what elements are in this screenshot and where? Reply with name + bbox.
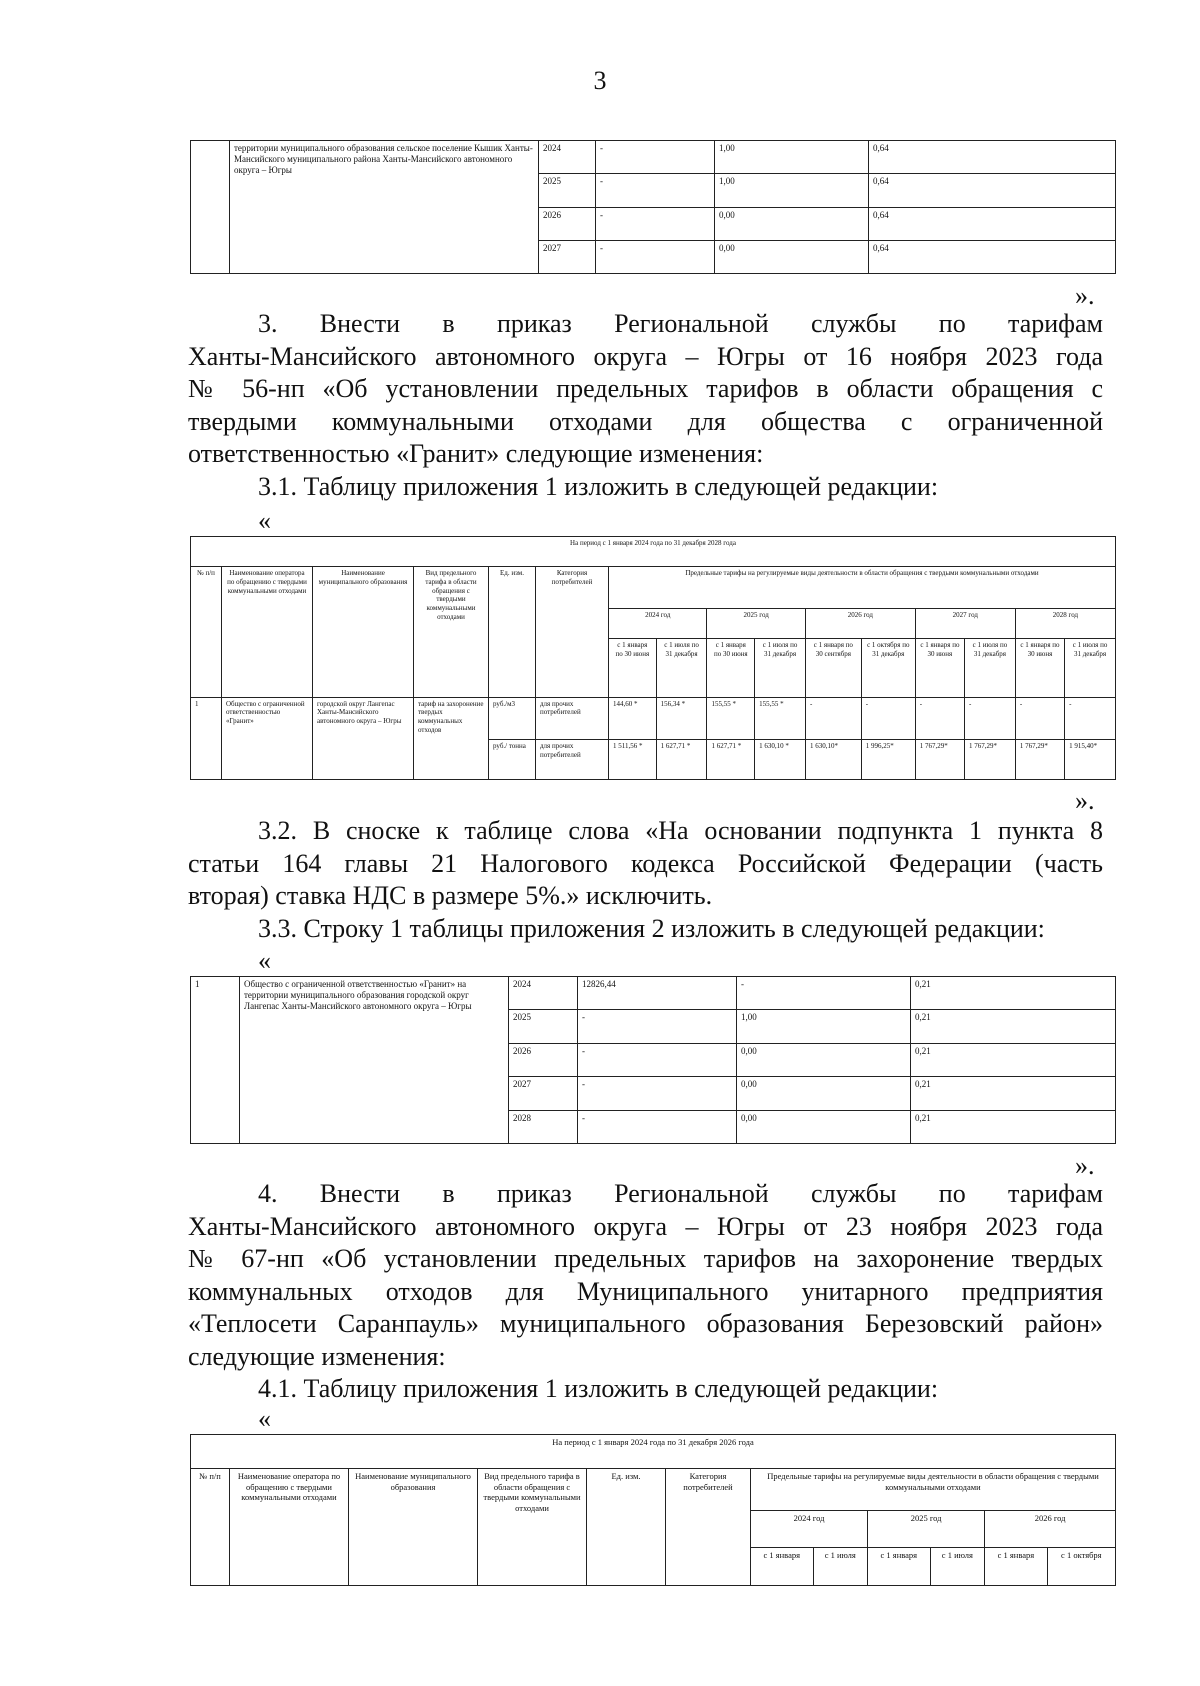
table-cell: 12826,44 (578, 977, 737, 1010)
period-header: с 1 января (868, 1547, 931, 1585)
table-cell: 0,64 (869, 174, 1116, 207)
row-municipality: городской округ Лангепас Ханты-Мансийского автономного округа – Югры (313, 697, 414, 779)
table-cell: - (578, 1110, 737, 1143)
table-d (190, 1434, 1116, 1586)
table-cell: 0,64 (869, 141, 1116, 174)
table-cell: 2027 (509, 1077, 578, 1110)
period-header: с 1 июля по 31 декабря (1065, 639, 1116, 697)
tariff-value: 1 630,10 * (755, 739, 806, 779)
table-cell: 2026 (509, 1043, 578, 1076)
header-tariff-type: Вид предельного тарифа в области обращения с твердыми коммунальными отходами (414, 567, 489, 698)
tariff-value: - (805, 697, 861, 739)
table-cell: - (596, 174, 715, 207)
table-cell: 1,00 (715, 174, 869, 207)
tariff-value: 1 915,40* (1065, 739, 1116, 779)
table-cell: 0,00 (737, 1043, 911, 1076)
table-b-period: На период с 1 января 2024 года по 31 декабря 2028 года (191, 537, 1116, 567)
item-4-paragraph (188, 1178, 1103, 1406)
header-municipality: Наименование муниципального образования (349, 1469, 478, 1586)
table-cell: 0,64 (869, 240, 1116, 273)
period-header: с 1 октября по 31 декабря (861, 639, 915, 697)
text-line: статьи 164 главы 21 Налогового кодекса Российской Федерации (часть (188, 848, 1103, 878)
tariff-value: 155,55 * (755, 697, 806, 739)
table-b (190, 536, 1116, 780)
tariff-value: 156,34 * (656, 697, 707, 739)
year-header: 2025 год (868, 1511, 985, 1547)
table-cell: 1,00 (715, 141, 869, 174)
text-line: Ханты-Мансийского автономного округа – Югры от 23 ноября 2023 года (188, 1211, 1103, 1241)
tariff-value: - (965, 697, 1016, 739)
row-category: для прочих потребителей (536, 697, 609, 739)
item-3-2-paragraph (188, 815, 1103, 945)
header-num: № п/п (191, 567, 222, 698)
header-tariff-type: Вид предельного тарифа в области обращения с твердыми коммунальными отходами (478, 1469, 587, 1586)
text-line: № 67-нп «Об установлении предельных тарифов на захоронение твердых (188, 1244, 1103, 1273)
tariff-value: - (1065, 697, 1116, 739)
header-unit: Ед. изм. (587, 1469, 666, 1586)
tariff-value: 1 511,56 * (609, 739, 657, 779)
table-cell: 0,00 (715, 240, 869, 273)
text-line: 3. Внести в приказ Региональной службы по тарифам (258, 309, 1103, 338)
table-cell: 0,21 (911, 1077, 1116, 1110)
year-header: 2025 год (707, 609, 805, 639)
tariff-value: - (861, 697, 915, 739)
tariff-value: - (915, 697, 964, 739)
row-unit: руб./м3 (489, 697, 536, 739)
text-line: твердыми коммунальными отходами для общества с ограниченной (188, 406, 1103, 436)
table-cell: - (596, 207, 715, 240)
table-cell: - (596, 141, 715, 174)
text-line: 4. Внести в приказ Региональной службы по тарифам (258, 1179, 1103, 1208)
text-line: вторая) ставка НДС в размере 5%.» исключить. (188, 881, 713, 910)
table-cell: 2027 (539, 240, 596, 273)
table-d-period: На период с 1 января 2024 года по 31 декабря 2026 года (191, 1435, 1116, 1469)
table-cell: - (578, 1043, 737, 1076)
period-header: с 1 января по 30 июня (609, 639, 657, 697)
year-header: 2027 год (915, 609, 1015, 639)
year-header: 2024 год (751, 1511, 868, 1547)
open-quote: « (258, 946, 271, 975)
tariff-value: 1 767,29* (915, 739, 964, 779)
period-header: с 1 января по 30 сентября (805, 639, 861, 697)
text-line: коммунальных отходов для Муниципального унитарного предприятия (188, 1276, 1103, 1306)
period-header: с 1 января по 30 июня (915, 639, 964, 697)
period-header: с 1 января по 30 июня (707, 639, 755, 697)
year-header: 2024 год (609, 609, 707, 639)
table-cell: 0,00 (737, 1110, 911, 1143)
text-line: ответственностью «Гранит» следующие изменения: (188, 439, 764, 468)
table-cell: 2025 (539, 174, 596, 207)
row-tariff-type: тариф на захоронение твердых коммунальных отходов (414, 697, 489, 779)
header-tariffs-group: Предельные тарифы на регулируемые виды деятельности в области обращения с твердыми коммунальными отходами (751, 1469, 1116, 1511)
page-number: 3 (593, 66, 607, 95)
table-a-row-label: территории муниципального образования сельское поселение Кышик Ханты-Мансийского муниципального района Ханты-Мансийского автономного округа – Югры (230, 141, 539, 274)
text-line: следующие изменения: (188, 1341, 446, 1371)
table-cell: 0,21 (911, 1010, 1116, 1043)
header-municipality: Наименование муниципального образования (313, 567, 414, 698)
tariff-value: 1 767,29* (965, 739, 1016, 779)
table-cell: 0,21 (911, 1110, 1116, 1143)
table-cell: 2024 (539, 141, 596, 174)
header-operator: Наименование оператора по обращению с твердыми коммунальными отходами (230, 1469, 349, 1586)
table-cell: 2028 (509, 1110, 578, 1143)
table-cell: - (578, 1010, 737, 1043)
text-line: «Теплосети Саранпауль» муниципального образования Березовский район» (188, 1309, 1103, 1338)
table-c (190, 976, 1116, 1144)
table-cell: 0,00 (715, 207, 869, 240)
period-header: с 1 октября (1047, 1547, 1115, 1585)
table-cell: 0,21 (911, 977, 1116, 1010)
text-line: Ханты-Мансийского автономного округа – Югры от 16 ноября 2023 года (188, 341, 1103, 371)
table-cell: - (578, 1077, 737, 1110)
header-category: Категория потребителей (666, 1469, 751, 1586)
row-num: 1 (191, 697, 222, 779)
close-quote: ». (1075, 786, 1095, 815)
header-tariffs-group: Предельные тарифы на регулируемые виды деятельности в области обращения с твердыми коммунальными отходами (609, 567, 1116, 609)
tariff-value: 144,60 * (609, 697, 657, 739)
open-quote: « (258, 1404, 271, 1433)
period-header: с 1 июля по 31 декабря (656, 639, 707, 697)
row-category: для прочих потребителей (536, 739, 609, 779)
table-cell: 2026 (539, 207, 596, 240)
text-line: № 56-нп «Об установлении предельных тарифов в области обращения с (188, 374, 1103, 403)
year-header: 2026 год (985, 1511, 1116, 1547)
table-c-label: Общество с ограниченной ответственностью «Гранит» на территории муниципального образования городской округ Лангепас Ханты-Мансийского автономного округа – Югры (240, 977, 509, 1144)
table-cell: 0,00 (737, 1077, 911, 1110)
text-line: 3.2. В сноске к таблице слова «На основании подпункта 1 пункта 8 (258, 816, 1103, 845)
tariff-value: 1 996,25* (861, 739, 915, 779)
period-header: с 1 июля по 31 декабря (755, 639, 806, 697)
period-header: с 1 июля (930, 1547, 985, 1585)
close-quote: ». (1075, 1151, 1095, 1180)
header-category: Категория потребителей (536, 567, 609, 698)
open-quote: « (258, 506, 271, 535)
year-header: 2028 год (1015, 609, 1115, 639)
text-line: 3.3. Строку 1 таблицы приложения 2 изложить в следующей редакции: (258, 913, 1045, 943)
tariff-value: 1 630,10* (805, 739, 861, 779)
table-a (190, 140, 1116, 274)
tariff-value: - (1015, 697, 1064, 739)
period-header: с 1 января (751, 1547, 814, 1585)
period-header: с 1 января (985, 1547, 1048, 1585)
close-quote: ». (1075, 281, 1095, 310)
row-unit: руб./ тонна (489, 739, 536, 779)
header-unit: Ед. изм. (489, 567, 536, 698)
table-cell: 2024 (509, 977, 578, 1010)
period-header: с 1 июля (813, 1547, 868, 1585)
tariff-value: 1 767,29* (1015, 739, 1064, 779)
text-line: 3.1. Таблицу приложения 1 изложить в следующей редакции: (258, 471, 939, 501)
table-cell: 2025 (509, 1010, 578, 1043)
table-cell: 0,64 (869, 207, 1116, 240)
tariff-value: 1 627,71 * (656, 739, 707, 779)
row-operator: Общество с ограниченной ответственностью «Гранит» (222, 697, 313, 779)
table-cell: - (737, 977, 911, 1010)
header-operator: Наименование оператора по обращению с твердыми коммунальными отходами (222, 567, 313, 698)
period-header: с 1 июля по 31 декабря (965, 639, 1016, 697)
year-header: 2026 год (805, 609, 915, 639)
tariff-value: 1 627,71 * (707, 739, 755, 779)
item-3-paragraph (188, 308, 1103, 503)
period-header: с 1 января по 30 июня (1015, 639, 1064, 697)
table-cell: 1,00 (737, 1010, 911, 1043)
table-c-num: 1 (191, 977, 240, 1144)
tariff-value: 155,55 * (707, 697, 755, 739)
header-num: № п/п (191, 1469, 230, 1586)
text-line: 4.1. Таблицу приложения 1 изложить в следующей редакции: (258, 1374, 939, 1403)
table-cell: 0,21 (911, 1043, 1116, 1076)
table-cell: - (596, 240, 715, 273)
